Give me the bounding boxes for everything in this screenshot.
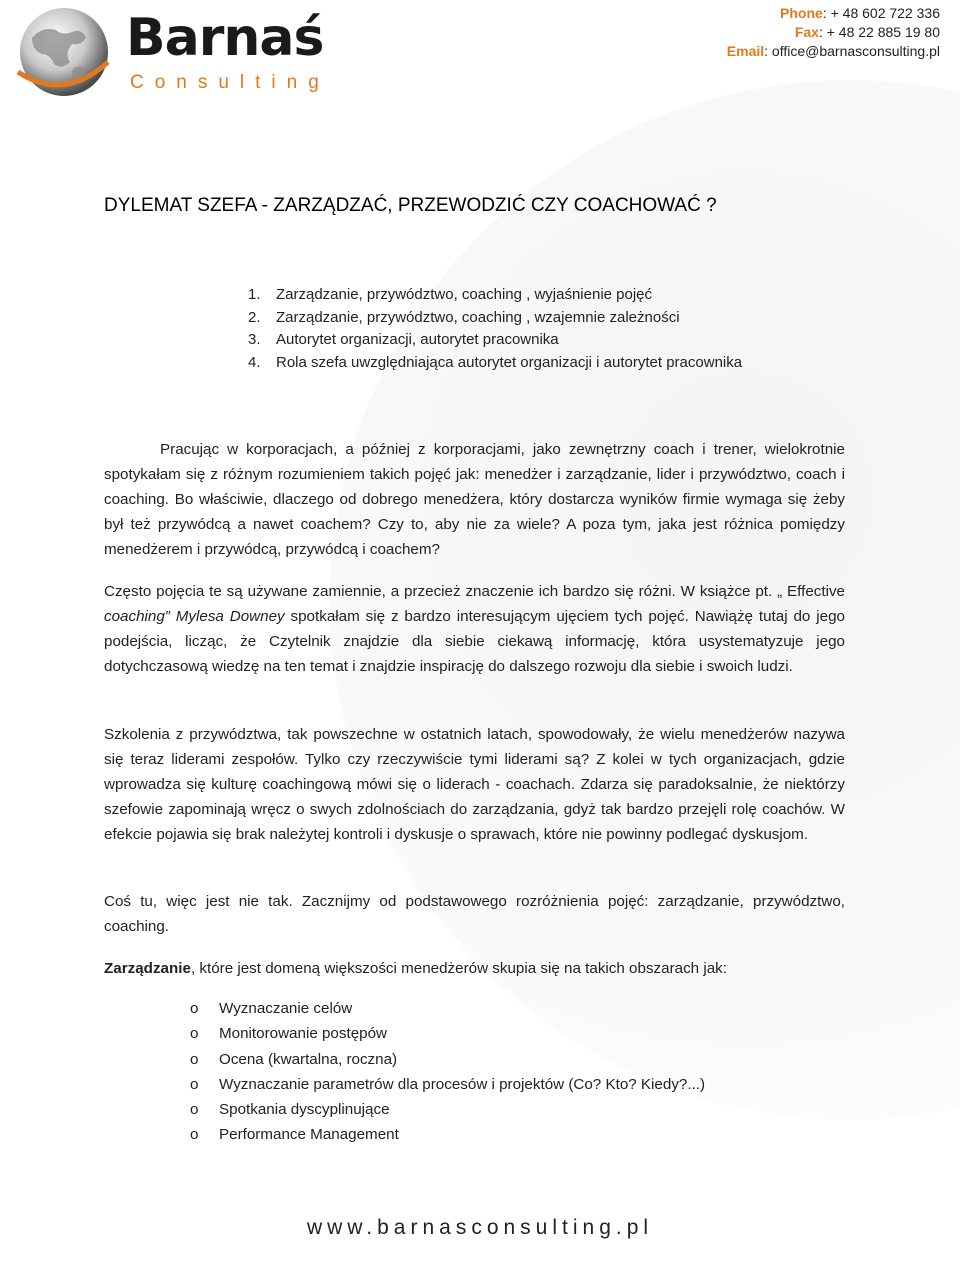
list-item-text: Ocena (kwartalna, roczna)	[219, 1050, 398, 1068]
toc-text: Autorytet organizacji, autorytet pracownika	[276, 331, 559, 348]
bullet-marker: o	[190, 1000, 199, 1017]
toc-number: 3.	[248, 331, 261, 348]
bullet-marker: o	[190, 1025, 199, 1043]
company-logo	[8, 2, 338, 100]
paragraph-management-text: , które jest domeną większości menedżerów skupia się na takich obszarach jak:	[190, 960, 727, 977]
list-item	[190, 1072, 705, 1097]
contact-phone-label: Phone	[780, 5, 823, 21]
list-item	[190, 1122, 705, 1147]
list-item-text: Performance Management	[219, 1126, 399, 1144]
paragraph-intro	[104, 437, 845, 562]
document-title: DYLEMAT SZEFA - ZARZĄDZAĆ, PRZEWODZIĆ CZY COACHOWAĆ ?	[104, 195, 717, 216]
contact-email-label: Email	[726, 43, 765, 59]
logo-tagline: Consulting	[130, 72, 330, 93]
paragraph-intro-text: Pracując w korporacjach, a później z korporacjami, jako zewnętrzny coach i trener, wielokrotnie spotykałam się z różnym rozumieniem takich pojęć jak: menedżer i zarządzanie, lider i przywództwo, coach i coaching. Bo właściwie, dlaczego od dobrego menedżera, który dostarcza wyników firmie wymaga się żeby był też przywódcą a nawet coachem? Czy to, aby nie za wiele? A poza tym, jaka jest różnica pomiędzy menedżerem i przywódcą, przywódcą i coachem?	[104, 441, 845, 558]
paragraph-book-text-a: Często pojęcia te są używane zamiennie, a przecież znaczenie ich bardzo się różni. W książce pt. „ Effective	[104, 583, 845, 600]
paragraph-leadership: Szkolenia z przywództwa, tak powszechne w ostatnich latach, spowodowały, że wielu menedżerów nazywa się teraz liderami zespołów. Tylko czy rzeczywiście tymi liderami są? Z kolei w tych organizacjach, gdzie wprowadza się kulturę coachingową mówi się o liderach - coachach. Zdarza się paradoksalnie, że niektórzy szefowie zapominają wręcz o swych zdolnościach do zarządzania, gdyż tak bardzo przejęli rolę coachów. W efekcie pojawia się brak należytej kontroli i dyskusje o sprawach, które nie powinny podlegać dyskusjom.	[104, 726, 845, 843]
paragraph-management-bold: Zarządzanie	[104, 960, 191, 977]
contact-email	[727, 42, 940, 61]
logo-name: Barnaś	[126, 8, 324, 68]
toc-text: Zarządzanie, przywództwo, coaching , wzajemnie zależności	[276, 308, 680, 326]
list-item-text: Spotkania dyscyplinujące	[219, 1101, 390, 1119]
list-item	[190, 996, 705, 1021]
toc-number: 1.	[248, 286, 261, 303]
footer-website: www.barnasconsulting.pl	[306, 1216, 654, 1239]
toc-number: 2.	[248, 308, 261, 326]
bullet-marker: o	[190, 1050, 199, 1068]
globe-icon	[8, 2, 120, 100]
list-item-text: Wyznaczanie parametrów dla procesów i projektów (Co? Kto? Kiedy?...)	[219, 1075, 706, 1093]
contact-phone	[727, 4, 940, 23]
list-item-text: Monitorowanie postępów	[219, 1025, 388, 1043]
list-item	[190, 1021, 705, 1046]
bullet-marker: o	[190, 1126, 199, 1144]
contact-fax	[727, 23, 940, 42]
table-of-contents	[248, 284, 742, 374]
toc-text: Rola szefa uwzględniająca autorytet organizacji i autorytet pracownika	[276, 353, 743, 371]
toc-text: Zarządzanie, przywództwo, coaching , wyjaśnienie pojęć	[276, 286, 653, 303]
list-item	[190, 1047, 705, 1072]
bullet-marker: o	[190, 1075, 199, 1093]
contact-email-value: : office@barnasconsulting.pl	[764, 43, 940, 59]
paragraph-book	[104, 579, 845, 679]
paragraph-book-text-b: spotkałam się z bardzo interesującym ujęciem tych pojęć. Nawiążę tutaj do jego podejścia, licząc, że Czytelnik znajdzie dla siebie ciekawą informację, która usystematyzuje jego dotychczasową wiedzę na ten temat i znajdzie inspirację do dalszego rozwoju dla siebie i swoich ludzi.	[104, 608, 845, 675]
list-item	[190, 1097, 705, 1122]
list-item-text: Wyznaczanie celów	[219, 1000, 353, 1017]
contact-fax-value: : + 48 22 885 19 80	[818, 24, 940, 40]
management-areas-list	[190, 996, 705, 1148]
contact-fax-label: Fax	[794, 24, 819, 40]
paragraph-management	[104, 956, 845, 981]
toc-item	[248, 307, 742, 330]
toc-item	[248, 284, 742, 307]
toc-item	[248, 352, 742, 375]
contact-info	[727, 4, 940, 61]
paragraph-distinction: Coś tu, więc jest nie tak. Zacznijmy od podstawowego rozróżnienia pojęć: zarządzanie, przywództwo, coaching.	[104, 893, 845, 935]
paragraph-book-italic: coaching” Mylesa Downey	[104, 608, 285, 625]
toc-item	[248, 329, 742, 352]
bullet-marker: o	[190, 1101, 199, 1119]
toc-number: 4.	[248, 353, 261, 371]
contact-phone-value: : + 48 602 722 336	[822, 5, 940, 21]
